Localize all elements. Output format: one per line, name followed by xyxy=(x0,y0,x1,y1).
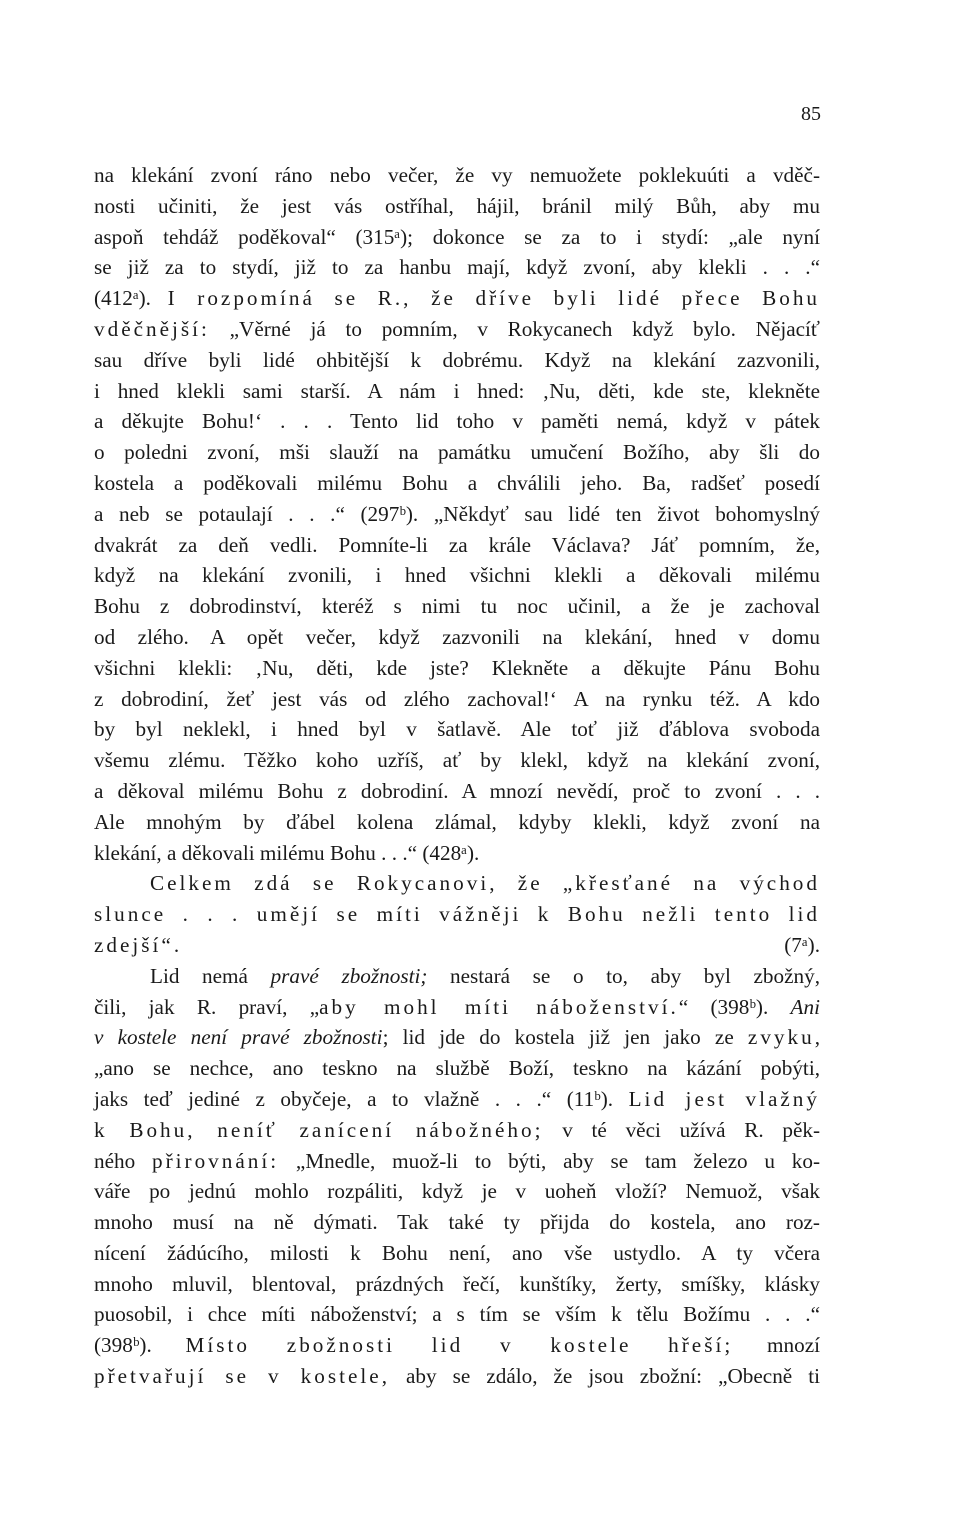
text-line xyxy=(94,807,820,838)
text-line xyxy=(94,714,820,745)
spaced-emphasis: Lid jest vlažný xyxy=(628,1086,820,1111)
text-line xyxy=(94,1238,820,1269)
text-run: se již za to stydí, již to za hanbu mají, když zvoní, aby klekli . . .“ xyxy=(94,255,820,280)
text-line xyxy=(94,191,820,222)
text-run: na klekání zvoní ráno nebo večer, že vy nemuožete poklekuúti a vděč- xyxy=(94,163,820,187)
text-run: když na klekání zvonili, i hned všichni klekli a děkovali milému xyxy=(94,563,820,588)
text-line xyxy=(94,160,820,191)
text-run: Ale mnohým by ďábel kolena zlámal, kdyby klekli, když zvoní na xyxy=(94,809,820,834)
text-line xyxy=(94,406,820,437)
text-run: o poledni zvoní, mši slauží na památku umučení Božího, aby šli do xyxy=(94,440,820,465)
text-line xyxy=(94,1207,820,1238)
text-run: kostela a poděkovali milému Bohu a chválili jeho. Ba, radšeť posedí xyxy=(94,470,820,495)
text-line xyxy=(94,1146,820,1177)
spaced-emphasis: aby mohl míti náboženství. xyxy=(319,994,679,1019)
text-line xyxy=(94,530,820,561)
text-run: dvakrát za deň vedli. Pomníte-li za krále Václava? Jáť pomním, že, xyxy=(94,532,820,557)
text-line xyxy=(94,222,820,253)
text-run: všemu zlému. Těžko koho uzříš, ať by klekl, když na klekání zvoní, xyxy=(94,748,820,773)
text-run: (398ᵇ). xyxy=(94,1333,186,1358)
text-line xyxy=(94,499,820,530)
text-run: ; lid jde do kostela již jen jako ze xyxy=(382,1025,748,1050)
text-line xyxy=(94,622,820,653)
body-text xyxy=(94,160,820,1392)
text-run: nosti učiniti, že jest vás ostříhal, hájil, bránil milý Bůh, aby mu xyxy=(94,193,820,218)
italic-emphasis: v kostele není pravé zbožnosti xyxy=(94,1025,383,1050)
text-run: mnoho musí na ně dýmati. Tak také ty přijda do kostela, ano roz- xyxy=(94,1210,820,1235)
italic-emphasis: Ani xyxy=(790,994,820,1019)
text-run: váře po jednú mohlo rozpáliti, když je v uoheň vloží? Nemuož, však xyxy=(94,1179,820,1204)
text-line xyxy=(94,684,820,715)
spaced-emphasis: vděčnější: xyxy=(94,316,210,341)
text-run: . (7ᵃ). xyxy=(173,932,820,957)
text-line xyxy=(94,376,820,407)
text-run: všichni klekli: ‚Nu, děti, kde jste? Klekněte a děkujte Pánu Bohu xyxy=(94,655,820,680)
text-line xyxy=(94,1053,820,1084)
text-run: i hned klekli sami starší. A nám i hned: ‚Nu, děti, kde ste, klekněte xyxy=(94,378,820,403)
text-line xyxy=(94,653,820,684)
text-line xyxy=(94,1330,820,1361)
text-run: nestará se o to, aby byl zbožný, xyxy=(427,963,820,988)
spaced-emphasis: k Bohu, neníť zanícení nábožného; xyxy=(94,1117,544,1142)
spaced-emphasis: Místo zbožnosti lid v kostele hřeší; xyxy=(185,1333,734,1358)
text-line xyxy=(94,314,820,345)
text-run: a děkoval milému Bohu z dobrodiní. A mnozí nevědí, proč to zvoní . . . xyxy=(94,778,820,803)
italic-emphasis: pravé zbožnosti; xyxy=(270,963,428,988)
text-line xyxy=(94,1115,820,1146)
page-number: 85 xyxy=(801,103,821,125)
text-line xyxy=(94,252,820,283)
text-run: (412ᵃ). xyxy=(94,286,168,311)
text-line xyxy=(94,1299,820,1330)
text-run: ného xyxy=(94,1148,152,1173)
text-run: a děkujte Bohu!‘ . . . Tento lid toho v paměti nemá, když v pátek xyxy=(94,409,820,434)
spaced-emphasis: přirovnání: xyxy=(151,1148,280,1173)
text-run: sau dříve byli lidé ohbitější k dobrému. Když na klekání zazvonili, xyxy=(94,347,820,372)
text-run: mnoho mluvil, blentoval, prázdných řečí, kunštíky, žerty, smíšky, klásky xyxy=(94,1271,820,1296)
text-run: od zlého. A opět večer, když zazvonili na klekání, hned v domu xyxy=(94,624,820,649)
spaced-emphasis: zvyku xyxy=(747,1025,815,1050)
text-run: aby se zdálo, že jsou zbožní: „Obecně ti xyxy=(390,1364,820,1389)
text-run: a neb se potaulají . . .“ (297ᵇ). „Někdyť sau lidé ten život bohomyslný xyxy=(94,501,820,526)
text-line xyxy=(94,283,820,314)
spaced-emphasis: Celkem zdá se Rokycanovi, že „křesťané na východ xyxy=(150,871,820,896)
text-run: , xyxy=(814,1025,820,1050)
text-line xyxy=(94,345,820,376)
spaced-emphasis: zdejší“ xyxy=(94,932,174,957)
text-line xyxy=(94,591,820,622)
text-run: Bohu z dobrodinství, kteréž s nimi tu noc učinil, a že je zachoval xyxy=(94,594,820,619)
text-line xyxy=(94,560,820,591)
text-line xyxy=(94,1084,820,1115)
text-run: klekání, a děkovali milému Bohu . . .“ (428ᵃ). xyxy=(94,840,480,865)
text-line xyxy=(94,992,820,1023)
text-line xyxy=(94,930,820,961)
text-line xyxy=(94,1361,820,1392)
text-line xyxy=(94,468,820,499)
spaced-emphasis: přetvařují se v kostele, xyxy=(94,1364,390,1389)
text-line xyxy=(94,961,820,992)
spaced-emphasis: I rozpomíná se R., že dříve byli lidé přece Bohu xyxy=(167,286,821,311)
spaced-emphasis: slunce . . . umějí se míti vážněji k Bohu nežli tento lid xyxy=(94,902,820,927)
text-run: „ano se nechce, ano teskno na službě Boží, teskno na kázání pobýti, xyxy=(94,1056,820,1081)
text-line xyxy=(94,745,820,776)
text-line xyxy=(94,1269,820,1300)
text-run: nícení žádúcího, milosti k Bohu není, ano vše ustydlo. A ty včera xyxy=(94,1240,820,1265)
text-line xyxy=(94,838,820,869)
text-run: „Věrné já to pomním, v Rokycanech když bylo. Nějacíť xyxy=(209,316,820,341)
text-run: mnozí xyxy=(733,1333,820,1358)
text-run: z dobrodiní, žeť jest vás od zlého zachoval!‘ A na rynku též. A kdo xyxy=(94,686,820,711)
text-run: čili, jak R. praví, „ xyxy=(94,994,320,1019)
text-line xyxy=(94,1022,820,1053)
text-run: v té věci užívá R. pěk- xyxy=(543,1117,820,1142)
text-line xyxy=(94,899,820,930)
text-run: jaks teď jediné z obyčeje, a to vlažně . . .“ (11ᵇ). xyxy=(94,1086,629,1111)
text-line xyxy=(94,437,820,468)
text-run: by byl neklekl, i hned byl v šatlavě. Ale toť již ďáblova svoboda xyxy=(94,717,820,742)
text-run: „Mnedle, muož-li to býti, aby se tam železo u ko- xyxy=(279,1148,821,1173)
text-run: Lid nemá xyxy=(150,963,271,988)
text-run: “ (398ᵇ). xyxy=(678,994,791,1019)
text-line xyxy=(94,776,820,807)
text-line xyxy=(94,1176,820,1207)
text-run: puosobil, i chce míti náboženství; a s tím se vším k tělu Božímu . . .“ xyxy=(94,1302,820,1327)
text-line xyxy=(94,868,820,899)
text-run: aspoň tehdáž poděkoval“ (315ᵃ); dokonce se za to i stydí: „ale nyní xyxy=(94,224,820,249)
